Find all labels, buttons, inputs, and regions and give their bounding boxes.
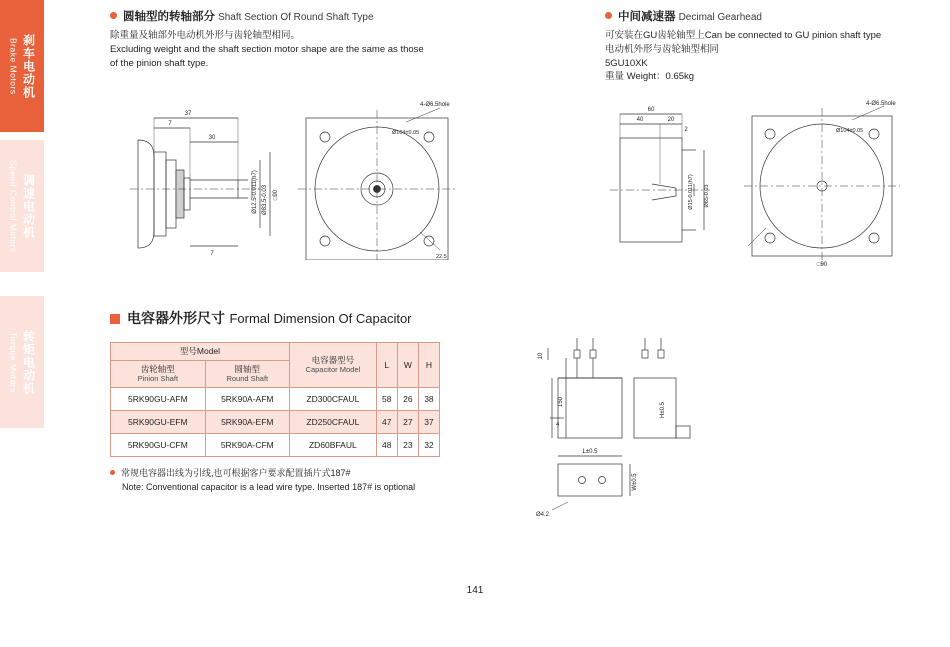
sidebar-item-label-en: Torque Motors (8, 331, 19, 393)
round-shaft-heading (110, 8, 480, 24)
capacitor-drawing (530, 330, 750, 520)
cell-l: 47 (376, 410, 397, 433)
cell-pinion-shaft: 5RK90GU-EFM (111, 410, 206, 433)
decimal-gearhead-heading-en: Decimal Gearhead (678, 12, 762, 23)
bullet-icon (110, 12, 117, 19)
dim-30: 30 (208, 135, 216, 141)
round-shaft-line-3: of the pinion shaft type. (110, 57, 209, 69)
header-w: W (397, 343, 418, 388)
decimal-gearhead-weight: 重量 Weight：0.65kg (605, 71, 695, 83)
header-capacitor-model-en: Capacitor Model (305, 365, 361, 375)
dim-37: 37 (184, 111, 192, 117)
dim-l: L±0.5 (582, 449, 598, 455)
dim-7-bottom: 7 (210, 251, 214, 257)
dim-10: 10 (538, 352, 544, 360)
sidebar-item-label-cn: 调速电动机 (21, 173, 36, 239)
round-shaft-body (110, 29, 480, 70)
header-pinion-shaft (111, 360, 206, 387)
header-round-shaft-cn: 圆轴型 (234, 363, 261, 374)
dim-angle: 22.5 (436, 254, 447, 260)
capacitor-note-en: Note: Conventional capacitor is a lead wire type. Inserted 187# is optional (122, 481, 416, 492)
round-shaft-heading-en: Shaft Section Of Round Shaft Type (218, 12, 374, 23)
dim-7-top: 7 (168, 121, 172, 127)
capacitor-note-cn (110, 467, 470, 481)
side-tab-strip (0, 0, 46, 647)
cell-pinion-shaft: 5RK90GU-AFM (111, 387, 206, 410)
decimal-gearhead-section (605, 8, 935, 84)
dim-2: 2 (684, 127, 688, 133)
header-capacitor-model (289, 343, 376, 388)
sidebar-item-brake-motors[interactable] (0, 0, 44, 132)
capacitor-heading-en: Formal Dimension Of Capacitor (229, 311, 412, 326)
cell-h: 37 (418, 410, 439, 433)
dim-holes: 4-Ø6.5hole (866, 101, 896, 107)
cell-h: 38 (418, 387, 439, 410)
page-number: 141 (466, 585, 484, 596)
cell-capacitor-model: ZD250CFAUL (289, 410, 376, 433)
round-shaft-drawing (120, 100, 480, 260)
dim-hole: Ø4.2 (536, 512, 550, 518)
round-shaft-section (110, 8, 480, 70)
capacitor-heading (110, 308, 470, 328)
sidebar-item-label-en: Brake Motors (8, 37, 19, 95)
capacitor-note (110, 467, 470, 495)
sidebar-item-label-cn: 刹车电动机 (21, 33, 36, 99)
sidebar-item-speed-control-motors[interactable] (0, 140, 44, 272)
bullet-icon (605, 12, 612, 19)
table-row (111, 410, 440, 433)
dim-150: 150 (558, 396, 564, 408)
sidebar-item-label-en: Speed Control Motors (8, 159, 19, 253)
cell-capacitor-model: ZD60BFAUL (289, 433, 376, 456)
cell-l: 48 (376, 433, 397, 456)
header-round-shaft-en: Round Shaft (226, 374, 269, 384)
decimal-gearhead-heading-cn: 中间减速器 (618, 11, 676, 23)
sidebar-item-torque-motors[interactable] (0, 296, 44, 428)
capacitor-table (110, 342, 440, 457)
cell-capacitor-model: ZD300CFAUL (289, 387, 376, 410)
dim-bore: Ø104±0.05 (392, 130, 420, 136)
header-pinion-shaft-cn: 齿轮轴型 (140, 363, 175, 374)
header-l: L (376, 343, 397, 388)
dim-4: 4 (556, 422, 560, 428)
decimal-gearhead-heading (605, 8, 935, 24)
header-pinion-shaft-en: Pinion Shaft (137, 374, 179, 384)
cell-w: 26 (397, 387, 418, 410)
cell-l: 58 (376, 387, 397, 410)
decimal-gearhead-line-1: 可安装在GU齿轮轴型上Can be connected to GU pinion shaft type (605, 30, 882, 41)
table-row (111, 433, 440, 456)
decimal-gearhead-model: 5GU10XK (605, 57, 648, 69)
dim-holes: 4-Ø6.5hole (420, 102, 450, 108)
sidebar-item-label-cn: 转矩电动机 (21, 329, 36, 395)
table-header-group (111, 343, 440, 361)
cell-w: 27 (397, 410, 418, 433)
capacitor-note-cn-text: 常规电容器出线为引线,也可根据客户要求配置插片式187# (121, 467, 351, 478)
round-shaft-line-1: 除重量及轴部外电动机外形与齿轮轴型相同。 (110, 30, 301, 41)
round-shaft-heading-cn: 圆轴型的转轴部分 (123, 11, 215, 23)
decimal-gearhead-line-2: 电动机外形与齿轮轴型相同 (605, 43, 720, 55)
capacitor-heading-cn: 电容器外形尺寸 (127, 310, 225, 326)
dim-w: W±0.5 (632, 473, 638, 491)
header-model-group: 型号Model (111, 343, 290, 361)
bullet-icon (110, 470, 115, 475)
round-shaft-line-2: Excluding weight and the shaft section motor shape are the same as those (110, 43, 424, 55)
dim-h: H±0.5 (660, 402, 666, 418)
decimal-gearhead-body (605, 29, 935, 84)
dim-body: Ø65-0.03 (704, 184, 710, 208)
cell-w: 23 (397, 433, 418, 456)
cell-h: 32 (418, 433, 439, 456)
decimal-gearhead-drawing (580, 100, 920, 270)
cell-round-shaft: 5RK90A-EFM (205, 410, 289, 433)
dim-shaft-dia: Ø12.5-0.011(h7) (252, 170, 258, 214)
dim-square: □90 (273, 189, 279, 201)
header-capacitor-model-cn: 电容器型号 (311, 354, 355, 365)
dim-shaft: Ø15-0.011(h7) (688, 174, 694, 210)
cell-round-shaft: 5RK90A-CFM (205, 433, 289, 456)
dim-40: 40 (636, 117, 644, 123)
dim-20: 20 (667, 117, 675, 123)
header-h: H (418, 343, 439, 388)
capacitor-section (110, 308, 470, 495)
dim-bore: Ø104±0.05 (836, 128, 864, 134)
cell-pinion-shaft: 5RK90GU-CFM (111, 433, 206, 456)
cell-round-shaft: 5RK90A-AFM (205, 387, 289, 410)
dim-square: □90 (816, 262, 828, 268)
header-round-shaft (205, 360, 289, 387)
dim-flange-dia: Ø83.5-0.03 (262, 184, 268, 216)
table-row (111, 387, 440, 410)
square-marker-icon (110, 314, 120, 324)
dim-60: 60 (647, 107, 655, 113)
